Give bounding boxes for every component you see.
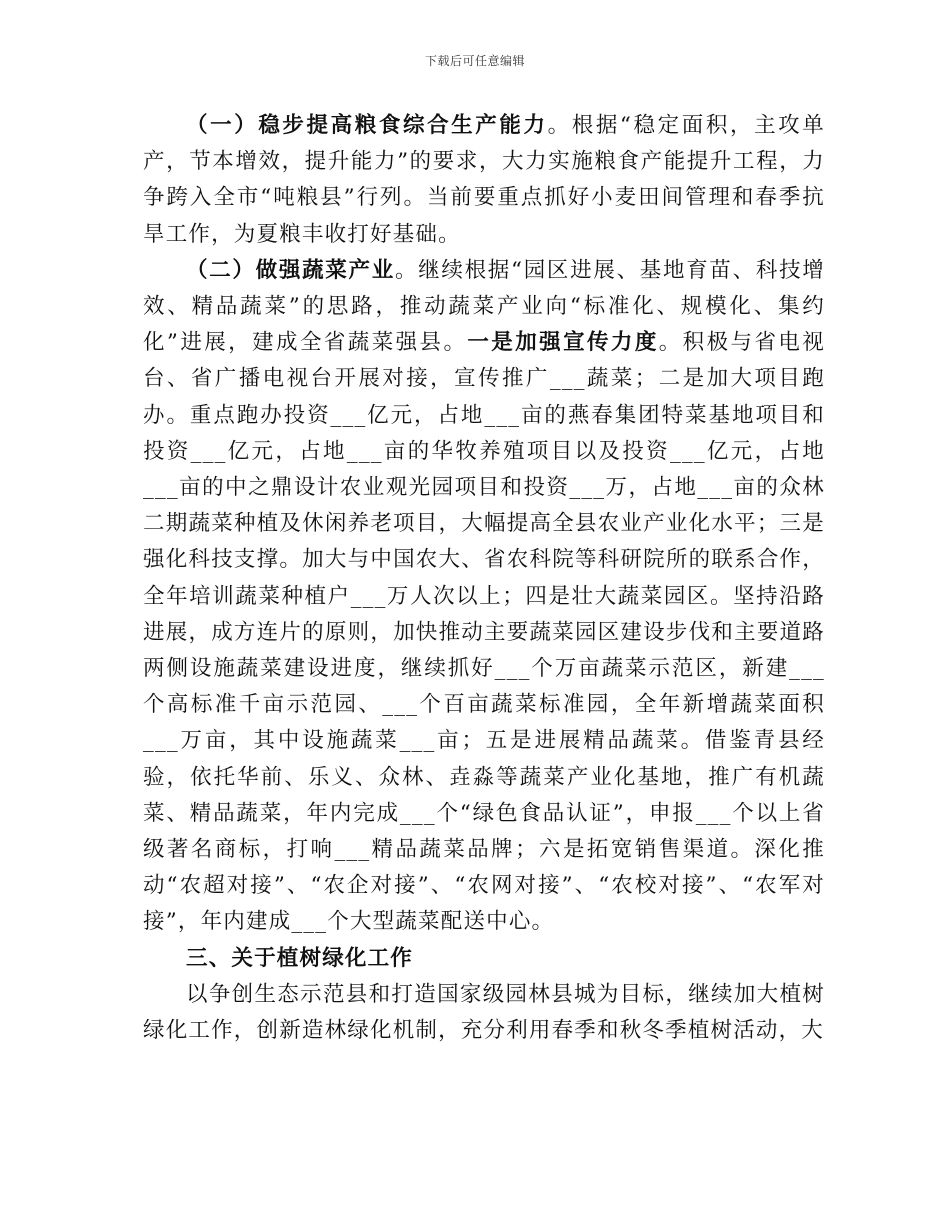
paragraph-text: 。继续根据“园区进展、基地育苗、科技增效、精品蔬菜”的思路，推动蔬菜产业向“标准化、规模化、集约化”进展，建成全省蔬菜强县。 [143,257,825,356]
section-heading: 三、关于植树绿化工作 [186,945,414,971]
document-body [143,108,825,1049]
paragraph-vegetable-industry [143,253,825,941]
page-header: 下载后可任意编辑 [424,54,525,68]
paragraph-lead: （一）稳步提高粮食综合生产能力 [186,113,548,138]
paragraph-text: 。根据“稳定面积，主攻单产，节本增效，提升能力”的要求，大力实施粮食产能提升工程，力争跨入全市“吨粮县”行列。当前要重点抓好小麦田间管理和春季抗旱工作，为夏粮丰收打好基础。 [143,113,825,247]
paragraph-text: 。积极与省电视台、省广播电视台开展对接，宣传推广___蔬菜；二是加大项目跑办。重点跑办投资___亿元，占地___亩的燕春集团特菜基地项目和投资___亿元，占地___亩的华牧养殖项目以及投资___亿元，占地___亩的中之鼎设计农业观光园项目和投资___万，占地___亩的众林二期蔬菜种植及休闲养老项目，大幅提高全县农业产业化水平；三是强化科技支撑。加大与中国农大、省农科院等科研院所的联系合作，全年培训蔬菜种植户___万人次以上；四是壮大蔬菜园区。坚持沿路进展，成方连片的原则，加快推动主要蔬菜园区建设步伐和主要道路两侧设施蔬菜建设进度，继续抓好___个万亩蔬菜示范区，新建___个高标准千亩示范园、___个百亩蔬菜标准园，全年新增蔬菜面积___万亩，其中设施蔬菜___亩；五是进展精品蔬菜。借鉴青县经验，依托华前、乐义、众林、垚淼等蔬菜产业化基地，推广有机蔬菜、精品蔬菜，年内完成___个“绿色食品认证”，申报___个以上省级著名商标，打响___精品蔬菜品牌；六是拓宽销售渠道。深化推动“农超对接”、“农企对接”、“农网对接”、“农校对接”、“农军对接”，年内建成___个大型蔬菜配送中心。 [143,330,825,935]
paragraph-tree-planting: 以争创生态示范县和打造国家级园林县城为目标，继续加大植树绿化工作，创新造林绿化机制，充分利用春季和秋冬季植树活动，大 [143,981,825,1044]
paragraph-sub-lead: 一是加强宣传力度 [467,330,659,356]
paragraph-grain-production [143,108,825,253]
paragraph-lead: （二）做强蔬菜产业 [186,257,395,283]
